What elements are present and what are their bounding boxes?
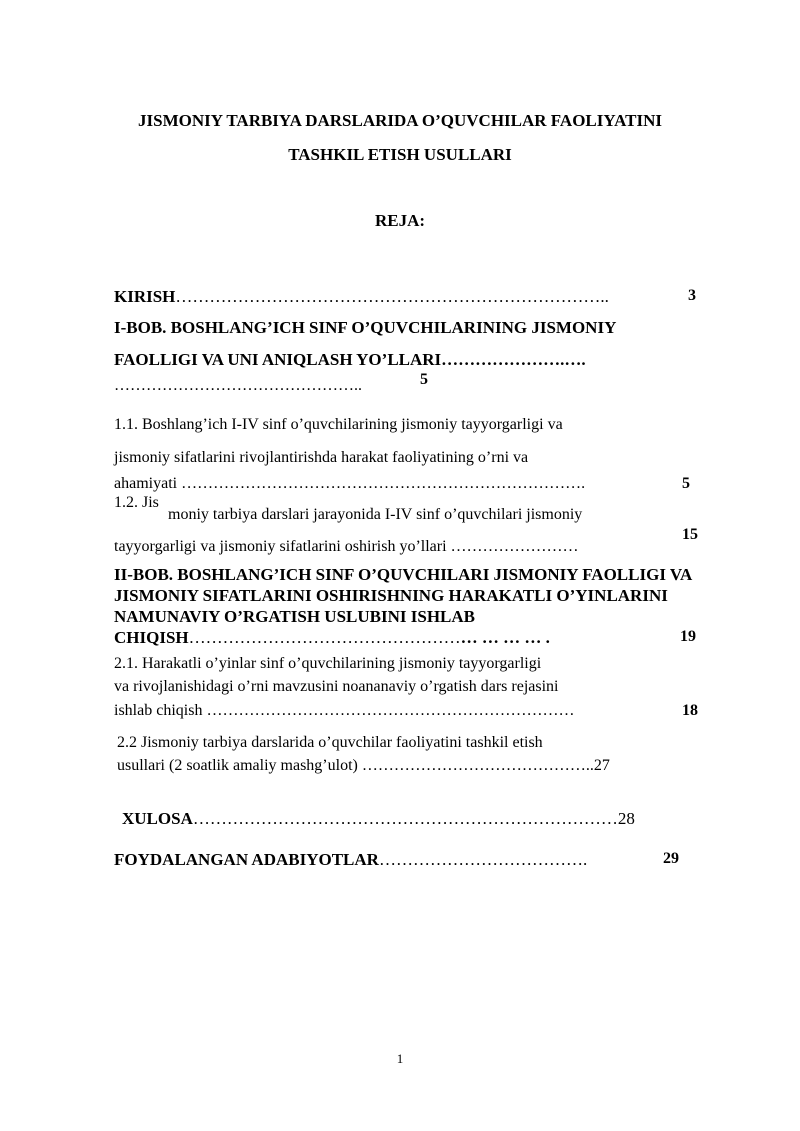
document-title-line1: JISMONIY TARBIYA DARSLARIDA O’QUVCHILAR FAOLIYATINI xyxy=(138,111,662,130)
toc-bob1-line2 xyxy=(114,350,586,370)
toc-adabiyot xyxy=(114,850,587,870)
toc-bob1-line3-dots: ……………………………………….. xyxy=(114,377,362,394)
toc-s2-1-line3: ishlab chiqish …………………………………………………………… xyxy=(114,702,575,719)
toc-s1-1-line2: jismoniy sifatlarini rivojlantirishda harakat faoliyatining o’rni va xyxy=(114,449,529,466)
toc-s2-2-line1: 2.2 Jismoniy tarbiya darslarida o’quvchilar faoliyatini tashkil etish xyxy=(117,734,543,751)
toc-bob2-line1: II-BOB. BOSHLANG’ICH SINF O’QUVCHILARI JISMONIY FAOLLIGI VA xyxy=(114,565,693,584)
toc-s1-2-page: 15 xyxy=(682,526,698,543)
toc-s1-2-line1: moniy tarbiya darslari jarayonida I-IV sinf o’quvchilari jismoniy xyxy=(168,506,583,523)
toc-s1-2-line2: tayyorgarligi va jismoniy sifatlarini oshirish yo’llari …………………… xyxy=(114,538,579,555)
toc-kirish-dots: ………………………………………………………………….. xyxy=(175,287,609,306)
toc-bob2-line4-dots: ………………………………………… xyxy=(188,628,461,647)
toc-kirish-page: 3 xyxy=(688,287,696,304)
toc-bob1-line2-dots: ………………….…. xyxy=(441,350,586,369)
toc-bob2-line4-text: CHIQISH xyxy=(114,628,189,647)
reja-heading: REJA: xyxy=(374,211,426,230)
toc-bob1-line2-text: FAOLLIGI VA UNI ANIQLASH YO’LLARI xyxy=(114,350,442,369)
toc-s1-2-prefix: 1.2. Jis xyxy=(114,494,159,511)
toc-s1-1-line3: ahamiyati …………………………………………………………………. xyxy=(114,475,586,492)
toc-bob2-line3: NAMUNAVIY O’RGATISH USLUBINI ISHLAB xyxy=(114,607,476,626)
toc-kirish-label: KIRISH xyxy=(114,287,176,306)
toc-xulosa-dots: …………………………………………………………………28 xyxy=(192,809,635,828)
toc-s2-1-line1: 2.1. Harakatli o’yinlar sinf o’quvchilarining jismoniy tayyorgarligi xyxy=(114,655,542,672)
toc-adabiyot-dots: ………………………………. xyxy=(378,850,588,869)
toc-kirish xyxy=(114,287,609,307)
toc-s2-1-line2: va rivojlanishidagi o’rni mavzusini noananaviy o’rgatish dars rejasini xyxy=(114,678,559,695)
toc-xulosa-label: XULOSA xyxy=(122,809,193,828)
toc-s1-1-page: 5 xyxy=(682,475,690,492)
toc-bob2-line4 xyxy=(114,628,550,648)
toc-bob2-page: 19 xyxy=(680,628,696,645)
toc-s2-2-line2: usullari (2 soatlik amaliy mashg’ulot) ……………………………………..27 xyxy=(117,757,610,774)
document-title-line2: TASHKIL ETISH USULLARI xyxy=(288,145,512,164)
toc-bob1-line1: I-BOB. BOSHLANG’ICH SINF O’QUVCHILARINING JISMONIY xyxy=(114,318,617,337)
toc-adabiyot-label: FOYDALANGAN ADABIYOTLAR xyxy=(114,850,379,869)
toc-s1-1-line1: 1.1. Boshlang’ich I-IV sinf o’quvchilarining jismoniy tayyorgarligi va xyxy=(114,416,563,433)
toc-bob2-line2: JISMONIY SIFATLARINI OSHIRISHNING HARAKATLI O’YINLARINI xyxy=(114,586,668,605)
toc-adabiyot-page: 29 xyxy=(663,850,679,867)
toc-bob1-page: 5 xyxy=(420,371,428,388)
page-number: 1 xyxy=(396,1051,404,1066)
toc-xulosa xyxy=(122,809,635,829)
toc-s2-1-page: 18 xyxy=(682,702,698,719)
toc-bob2-line4-tail: … … … … . xyxy=(460,628,550,647)
